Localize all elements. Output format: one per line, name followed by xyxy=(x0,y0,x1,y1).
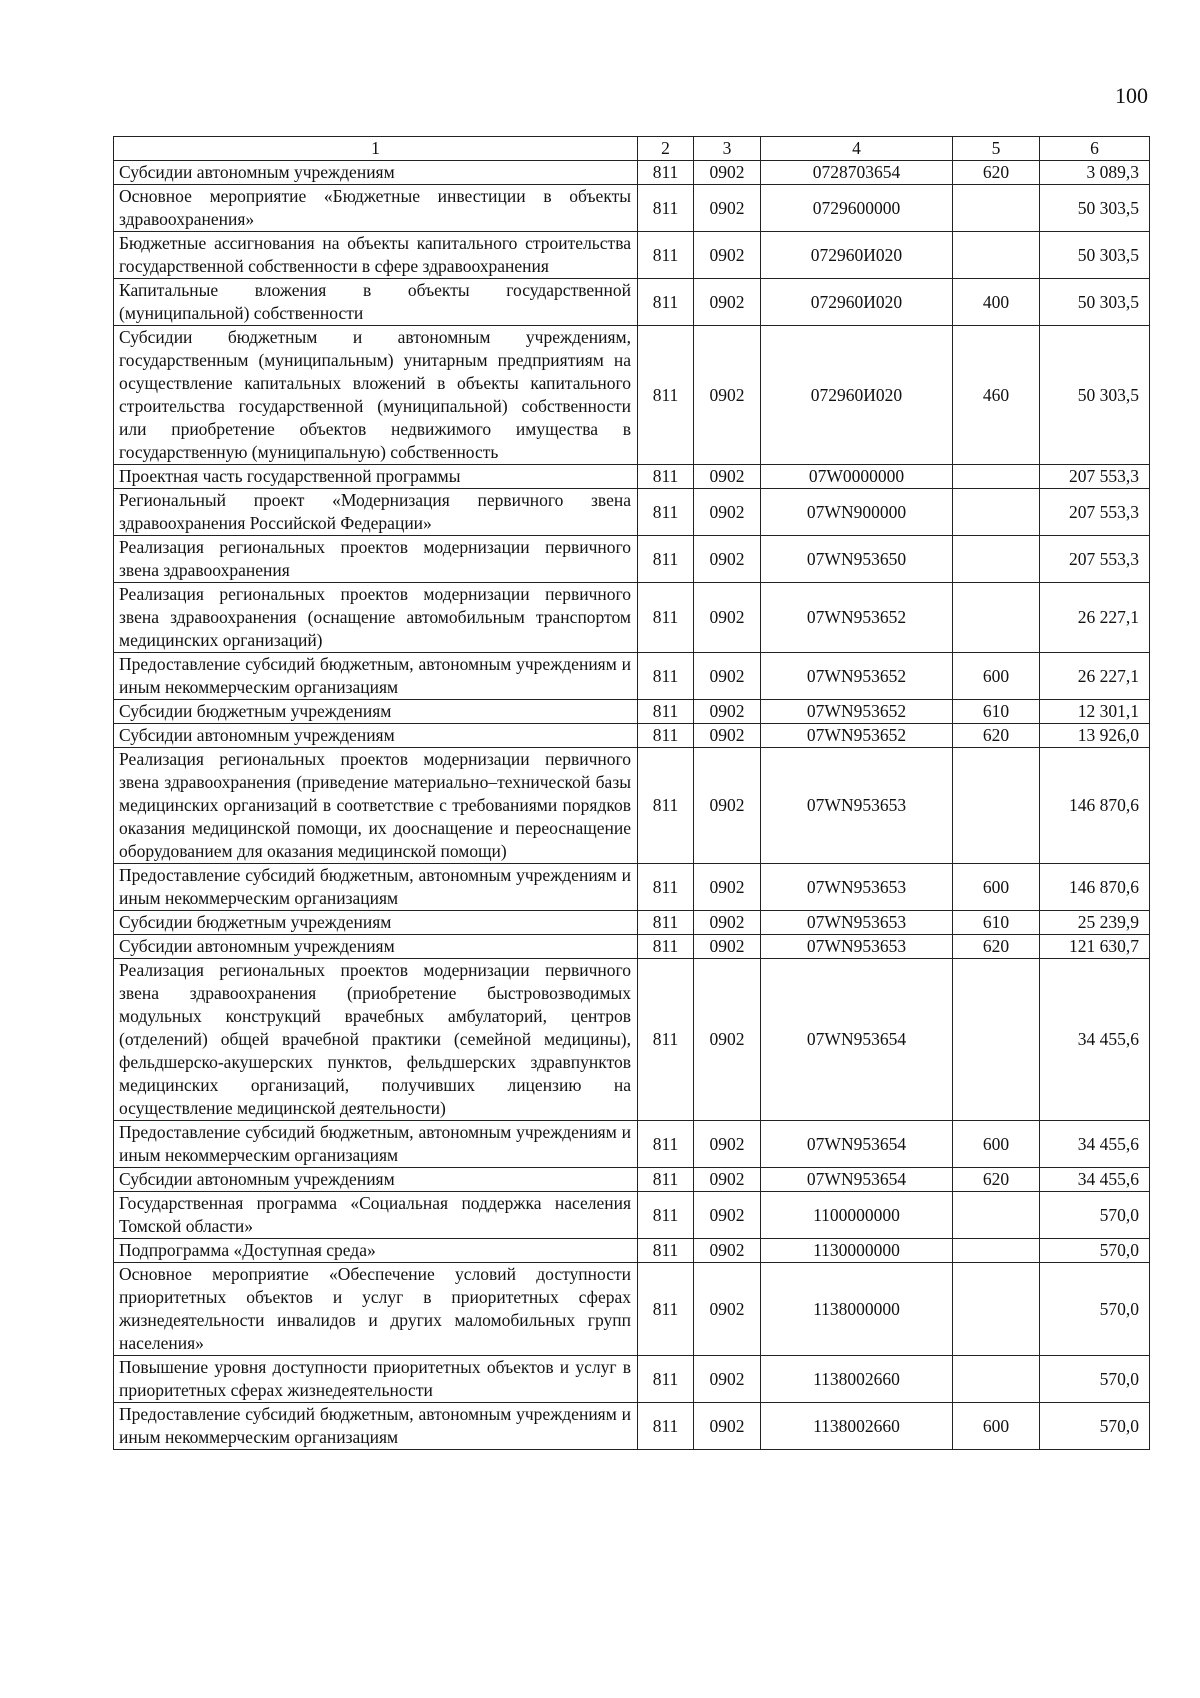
cell-section-code: 0902 xyxy=(694,1263,761,1356)
cell-ministry-code: 811 xyxy=(638,1168,694,1192)
table-row xyxy=(114,465,1150,489)
cell-section-code: 0902 xyxy=(694,1168,761,1192)
cell-target-article: 07WN953654 xyxy=(761,959,953,1121)
cell-description: Предоставление субсидий бюджетным, автономным учреждениям и иным некоммерческим организациям xyxy=(114,1121,638,1168)
cell-expense-type: 620 xyxy=(953,1168,1040,1192)
cell-target-article: 1100000000 xyxy=(761,1192,953,1239)
cell-expense-type: 400 xyxy=(953,279,1040,326)
cell-amount: 3 089,3 xyxy=(1040,161,1150,185)
cell-section-code: 0902 xyxy=(694,911,761,935)
cell-section-code: 0902 xyxy=(694,326,761,465)
cell-expense-type xyxy=(953,489,1040,536)
table-row xyxy=(114,1192,1150,1239)
cell-description: Региональный проект «Модернизация первичного звена здравоохранения Российской Федерации» xyxy=(114,489,638,536)
cell-section-code: 0902 xyxy=(694,161,761,185)
cell-section-code: 0902 xyxy=(694,1192,761,1239)
cell-ministry-code: 811 xyxy=(638,279,694,326)
cell-expense-type xyxy=(953,185,1040,232)
cell-description: Повышение уровня доступности приоритетных объектов и услуг в приоритетных сферах жизнедеятельности xyxy=(114,1356,638,1403)
cell-target-article: 1138002660 xyxy=(761,1356,953,1403)
cell-expense-type xyxy=(953,1356,1040,1403)
cell-target-article: 07WN953654 xyxy=(761,1121,953,1168)
cell-description: Субсидии бюджетным и автономным учреждениям, государственным (муниципальным) унитарным предприятиям на осуществление капитальных вложений в объекты капитального строительства государственной (муниципальной) собственности или приобретение объектов недвижимого имущества в государственную (муниципальную) собственность xyxy=(114,326,638,465)
cell-ministry-code: 811 xyxy=(638,1121,694,1168)
table-header-row xyxy=(114,137,1150,161)
cell-target-article: 07WN953653 xyxy=(761,864,953,911)
cell-description: Капитальные вложения в объекты государственной (муниципальной) собственности xyxy=(114,279,638,326)
cell-ministry-code: 811 xyxy=(638,161,694,185)
cell-description: Основное мероприятие «Бюджетные инвестиции в объекты здравоохранения» xyxy=(114,185,638,232)
cell-target-article: 1130000000 xyxy=(761,1239,953,1263)
cell-amount: 570,0 xyxy=(1040,1263,1150,1356)
cell-ministry-code: 811 xyxy=(638,1263,694,1356)
cell-amount: 50 303,5 xyxy=(1040,185,1150,232)
table-row xyxy=(114,489,1150,536)
cell-amount: 34 455,6 xyxy=(1040,959,1150,1121)
table-row xyxy=(114,161,1150,185)
table-row xyxy=(114,1121,1150,1168)
cell-target-article: 07WN953652 xyxy=(761,583,953,653)
cell-expense-type xyxy=(953,536,1040,583)
cell-description: Предоставление субсидий бюджетным, автономным учреждениям и иным некоммерческим организациям xyxy=(114,1403,638,1450)
cell-expense-type xyxy=(953,232,1040,279)
table-row xyxy=(114,959,1150,1121)
cell-expense-type xyxy=(953,1239,1040,1263)
cell-ministry-code: 811 xyxy=(638,864,694,911)
cell-expense-type xyxy=(953,583,1040,653)
cell-target-article: 072960И020 xyxy=(761,232,953,279)
cell-target-article: 072960И020 xyxy=(761,279,953,326)
cell-amount: 34 455,6 xyxy=(1040,1121,1150,1168)
cell-amount: 25 239,9 xyxy=(1040,911,1150,935)
cell-amount: 34 455,6 xyxy=(1040,1168,1150,1192)
cell-amount: 570,0 xyxy=(1040,1239,1150,1263)
page-number: 100 xyxy=(1115,83,1148,108)
cell-description: Реализация региональных проектов модернизации первичного звена здравоохранения xyxy=(114,536,638,583)
cell-ministry-code: 811 xyxy=(638,185,694,232)
cell-target-article: 07WN953653 xyxy=(761,935,953,959)
cell-target-article: 0729600000 xyxy=(761,185,953,232)
table-row xyxy=(114,1356,1150,1403)
cell-description: Субсидии бюджетным учреждениям xyxy=(114,700,638,724)
cell-ministry-code: 811 xyxy=(638,724,694,748)
cell-description: Субсидии автономным учреждениям xyxy=(114,935,638,959)
cell-ministry-code: 811 xyxy=(638,1192,694,1239)
cell-section-code: 0902 xyxy=(694,232,761,279)
cell-expense-type: 610 xyxy=(953,700,1040,724)
cell-ministry-code: 811 xyxy=(638,959,694,1121)
cell-ministry-code: 811 xyxy=(638,700,694,724)
cell-description: Субсидии автономным учреждениям xyxy=(114,1168,638,1192)
cell-expense-type: 620 xyxy=(953,724,1040,748)
cell-expense-type xyxy=(953,959,1040,1121)
table-row xyxy=(114,1239,1150,1263)
table-row xyxy=(114,1168,1150,1192)
table-row xyxy=(114,232,1150,279)
table-row xyxy=(114,724,1150,748)
table-row xyxy=(114,864,1150,911)
cell-target-article: 07WN953650 xyxy=(761,536,953,583)
cell-description: Подпрограмма «Доступная среда» xyxy=(114,1239,638,1263)
cell-ministry-code: 811 xyxy=(638,489,694,536)
cell-description: Государственная программа «Социальная поддержка населения Томской области» xyxy=(114,1192,638,1239)
column-header: 6 xyxy=(1040,137,1150,161)
cell-amount: 50 303,5 xyxy=(1040,279,1150,326)
budget-table xyxy=(113,136,1150,1450)
cell-section-code: 0902 xyxy=(694,700,761,724)
cell-description: Предоставление субсидий бюджетным, автономным учреждениям и иным некоммерческим организациям xyxy=(114,864,638,911)
table-row xyxy=(114,1403,1150,1450)
cell-description: Реализация региональных проектов модернизации первичного звена здравоохранения (приведение материально–технической базы медицинских организаций в соответствие с требованиями порядков оказания медицинской помощи, их дооснащение и переоснащение оборудованием для оказания медицинской помощи) xyxy=(114,748,638,864)
cell-amount: 570,0 xyxy=(1040,1192,1150,1239)
cell-amount: 12 301,1 xyxy=(1040,700,1150,724)
cell-amount: 146 870,6 xyxy=(1040,864,1150,911)
budget-table-body xyxy=(114,137,1150,1450)
cell-target-article: 1138000000 xyxy=(761,1263,953,1356)
cell-target-article: 0728703654 xyxy=(761,161,953,185)
table-row xyxy=(114,911,1150,935)
cell-target-article: 07WN953653 xyxy=(761,911,953,935)
cell-section-code: 0902 xyxy=(694,1403,761,1450)
table-row xyxy=(114,279,1150,326)
cell-description: Предоставление субсидий бюджетным, автономным учреждениям и иным некоммерческим организациям xyxy=(114,653,638,700)
cell-expense-type: 620 xyxy=(953,935,1040,959)
cell-description: Субсидии автономным учреждениям xyxy=(114,724,638,748)
column-header: 5 xyxy=(953,137,1040,161)
cell-expense-type: 610 xyxy=(953,911,1040,935)
cell-amount: 207 553,3 xyxy=(1040,489,1150,536)
table-row xyxy=(114,748,1150,864)
cell-section-code: 0902 xyxy=(694,185,761,232)
cell-ministry-code: 811 xyxy=(638,326,694,465)
cell-amount: 207 553,3 xyxy=(1040,465,1150,489)
cell-amount: 570,0 xyxy=(1040,1403,1150,1450)
cell-expense-type xyxy=(953,748,1040,864)
cell-ministry-code: 811 xyxy=(638,1239,694,1263)
cell-amount: 13 926,0 xyxy=(1040,724,1150,748)
cell-target-article: 1138002660 xyxy=(761,1403,953,1450)
cell-ministry-code: 811 xyxy=(638,583,694,653)
cell-amount: 121 630,7 xyxy=(1040,935,1150,959)
cell-target-article: 07WN953654 xyxy=(761,1168,953,1192)
table-row xyxy=(114,653,1150,700)
cell-target-article: 07W0000000 xyxy=(761,465,953,489)
cell-section-code: 0902 xyxy=(694,1356,761,1403)
cell-amount: 570,0 xyxy=(1040,1356,1150,1403)
cell-amount: 50 303,5 xyxy=(1040,326,1150,465)
cell-amount: 50 303,5 xyxy=(1040,232,1150,279)
cell-section-code: 0902 xyxy=(694,1121,761,1168)
cell-target-article: 07WN900000 xyxy=(761,489,953,536)
cell-section-code: 0902 xyxy=(694,724,761,748)
cell-target-article: 07WN953652 xyxy=(761,653,953,700)
cell-ministry-code: 811 xyxy=(638,1356,694,1403)
cell-section-code: 0902 xyxy=(694,864,761,911)
cell-amount: 207 553,3 xyxy=(1040,536,1150,583)
cell-amount: 146 870,6 xyxy=(1040,748,1150,864)
cell-ministry-code: 811 xyxy=(638,653,694,700)
cell-section-code: 0902 xyxy=(694,279,761,326)
cell-ministry-code: 811 xyxy=(638,911,694,935)
cell-expense-type xyxy=(953,1192,1040,1239)
column-header: 3 xyxy=(694,137,761,161)
cell-description: Субсидии автономным учреждениям xyxy=(114,161,638,185)
cell-ministry-code: 811 xyxy=(638,935,694,959)
cell-expense-type: 600 xyxy=(953,653,1040,700)
cell-section-code: 0902 xyxy=(694,536,761,583)
table-row xyxy=(114,1263,1150,1356)
cell-description: Субсидии бюджетным учреждениям xyxy=(114,911,638,935)
table-row xyxy=(114,326,1150,465)
cell-expense-type: 620 xyxy=(953,161,1040,185)
cell-target-article: 072960И020 xyxy=(761,326,953,465)
cell-expense-type xyxy=(953,465,1040,489)
cell-section-code: 0902 xyxy=(694,959,761,1121)
cell-description: Бюджетные ассигнования на объекты капитального строительства государственной собственности в сфере здравоохранения xyxy=(114,232,638,279)
cell-ministry-code: 811 xyxy=(638,1403,694,1450)
cell-expense-type: 600 xyxy=(953,864,1040,911)
cell-section-code: 0902 xyxy=(694,653,761,700)
cell-amount: 26 227,1 xyxy=(1040,653,1150,700)
cell-ministry-code: 811 xyxy=(638,232,694,279)
cell-section-code: 0902 xyxy=(694,489,761,536)
cell-expense-type: 600 xyxy=(953,1403,1040,1450)
cell-section-code: 0902 xyxy=(694,935,761,959)
cell-section-code: 0902 xyxy=(694,1239,761,1263)
cell-description: Основное мероприятие «Обеспечение условий доступности приоритетных объектов и услуг в приоритетных сферах жизнедеятельности инвалидов и других маломобильных групп населения» xyxy=(114,1263,638,1356)
cell-target-article: 07WN953652 xyxy=(761,724,953,748)
cell-section-code: 0902 xyxy=(694,465,761,489)
cell-description: Реализация региональных проектов модернизации первичного звена здравоохранения (приобретение быстровозводимых модульных конструкций врачебных амбулаторий, центров (отделений) общей врачебной практики (семейной медицины), фельдшерско-акушерских пунктов, фельдшерских здравпунктов медицинских организаций, получивших лицензию на осуществление медицинской деятельности) xyxy=(114,959,638,1121)
column-header: 2 xyxy=(638,137,694,161)
table-row xyxy=(114,185,1150,232)
column-header: 4 xyxy=(761,137,953,161)
table-row xyxy=(114,700,1150,724)
cell-amount: 26 227,1 xyxy=(1040,583,1150,653)
cell-target-article: 07WN953653 xyxy=(761,748,953,864)
table-row xyxy=(114,935,1150,959)
cell-section-code: 0902 xyxy=(694,583,761,653)
cell-target-article: 07WN953652 xyxy=(761,700,953,724)
cell-ministry-code: 811 xyxy=(638,465,694,489)
cell-section-code: 0902 xyxy=(694,748,761,864)
cell-description: Реализация региональных проектов модернизации первичного звена здравоохранения (оснащение автомобильным транспортом медицинских организаций) xyxy=(114,583,638,653)
table-row xyxy=(114,583,1150,653)
cell-expense-type: 460 xyxy=(953,326,1040,465)
column-header: 1 xyxy=(114,137,638,161)
cell-ministry-code: 811 xyxy=(638,536,694,583)
cell-expense-type xyxy=(953,1263,1040,1356)
table-row xyxy=(114,536,1150,583)
cell-ministry-code: 811 xyxy=(638,748,694,864)
cell-description: Проектная часть государственной программы xyxy=(114,465,638,489)
cell-expense-type: 600 xyxy=(953,1121,1040,1168)
